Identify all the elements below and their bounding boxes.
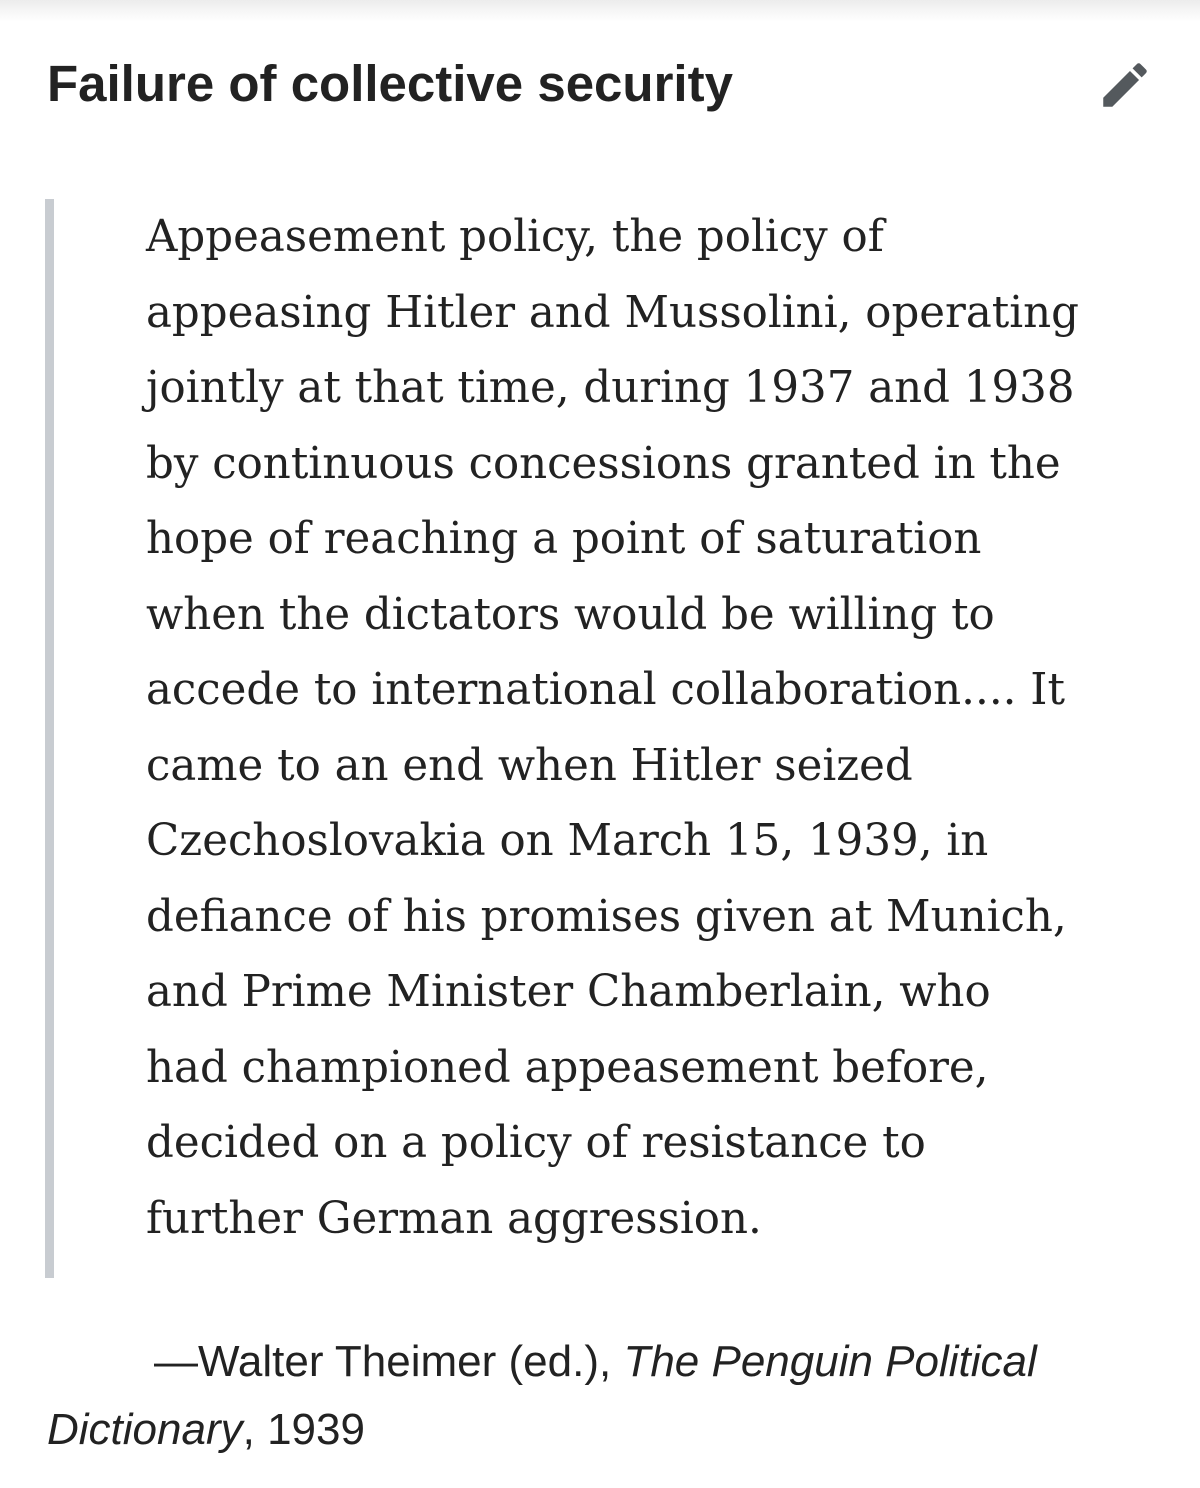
- quote-citation: [47, 1328, 1127, 1464]
- quote-line: had championed appeasement before,: [146, 1042, 989, 1093]
- section-heading: Failure of collective security: [47, 55, 733, 112]
- blockquote-border: [45, 199, 54, 1278]
- citation-year: , 1939: [242, 1405, 365, 1454]
- quote-line: defiance of his promises given at Munich,: [146, 891, 1067, 942]
- citation-dash: —: [154, 1337, 198, 1386]
- quote-line: decided on a policy of resistance to: [146, 1118, 926, 1168]
- quote-line: when the dictators would be willing to: [146, 589, 995, 640]
- blockquote: [146, 200, 1086, 1257]
- quote-line: came to an end when Hitler seized: [146, 740, 913, 791]
- citation-author: Walter Theimer (ed.),: [198, 1337, 624, 1386]
- quote-line: jointly at that time, during 1937 and 1938: [146, 363, 1075, 413]
- citation-title-continued: Dictionary: [47, 1405, 243, 1454]
- citation-line-1: [47, 1328, 1127, 1396]
- citation-title: The Penguin Political: [623, 1337, 1037, 1386]
- quote-line: Czechoslovakia on March 15, 1939, in: [146, 816, 989, 866]
- quote-line: and Prime Minister Chamberlain, who: [146, 967, 991, 1017]
- top-bar-shadow: [0, 0, 1200, 22]
- quote-line: hope of reaching a point of saturation: [146, 514, 982, 564]
- quote-line: by continuous concessions granted in the: [146, 438, 1061, 489]
- quote-line: further German aggression.: [146, 1193, 762, 1244]
- quote-line: accede to international collaboration.... It: [146, 665, 1065, 715]
- quote-line: Appeasement policy, the policy of: [146, 212, 884, 262]
- quote-line: appeasing Hitler and Mussolini, operating: [146, 287, 1080, 338]
- citation-line-2: [47, 1396, 1127, 1464]
- pencil-icon: [1096, 56, 1154, 114]
- edit-section-button[interactable]: [1092, 52, 1158, 118]
